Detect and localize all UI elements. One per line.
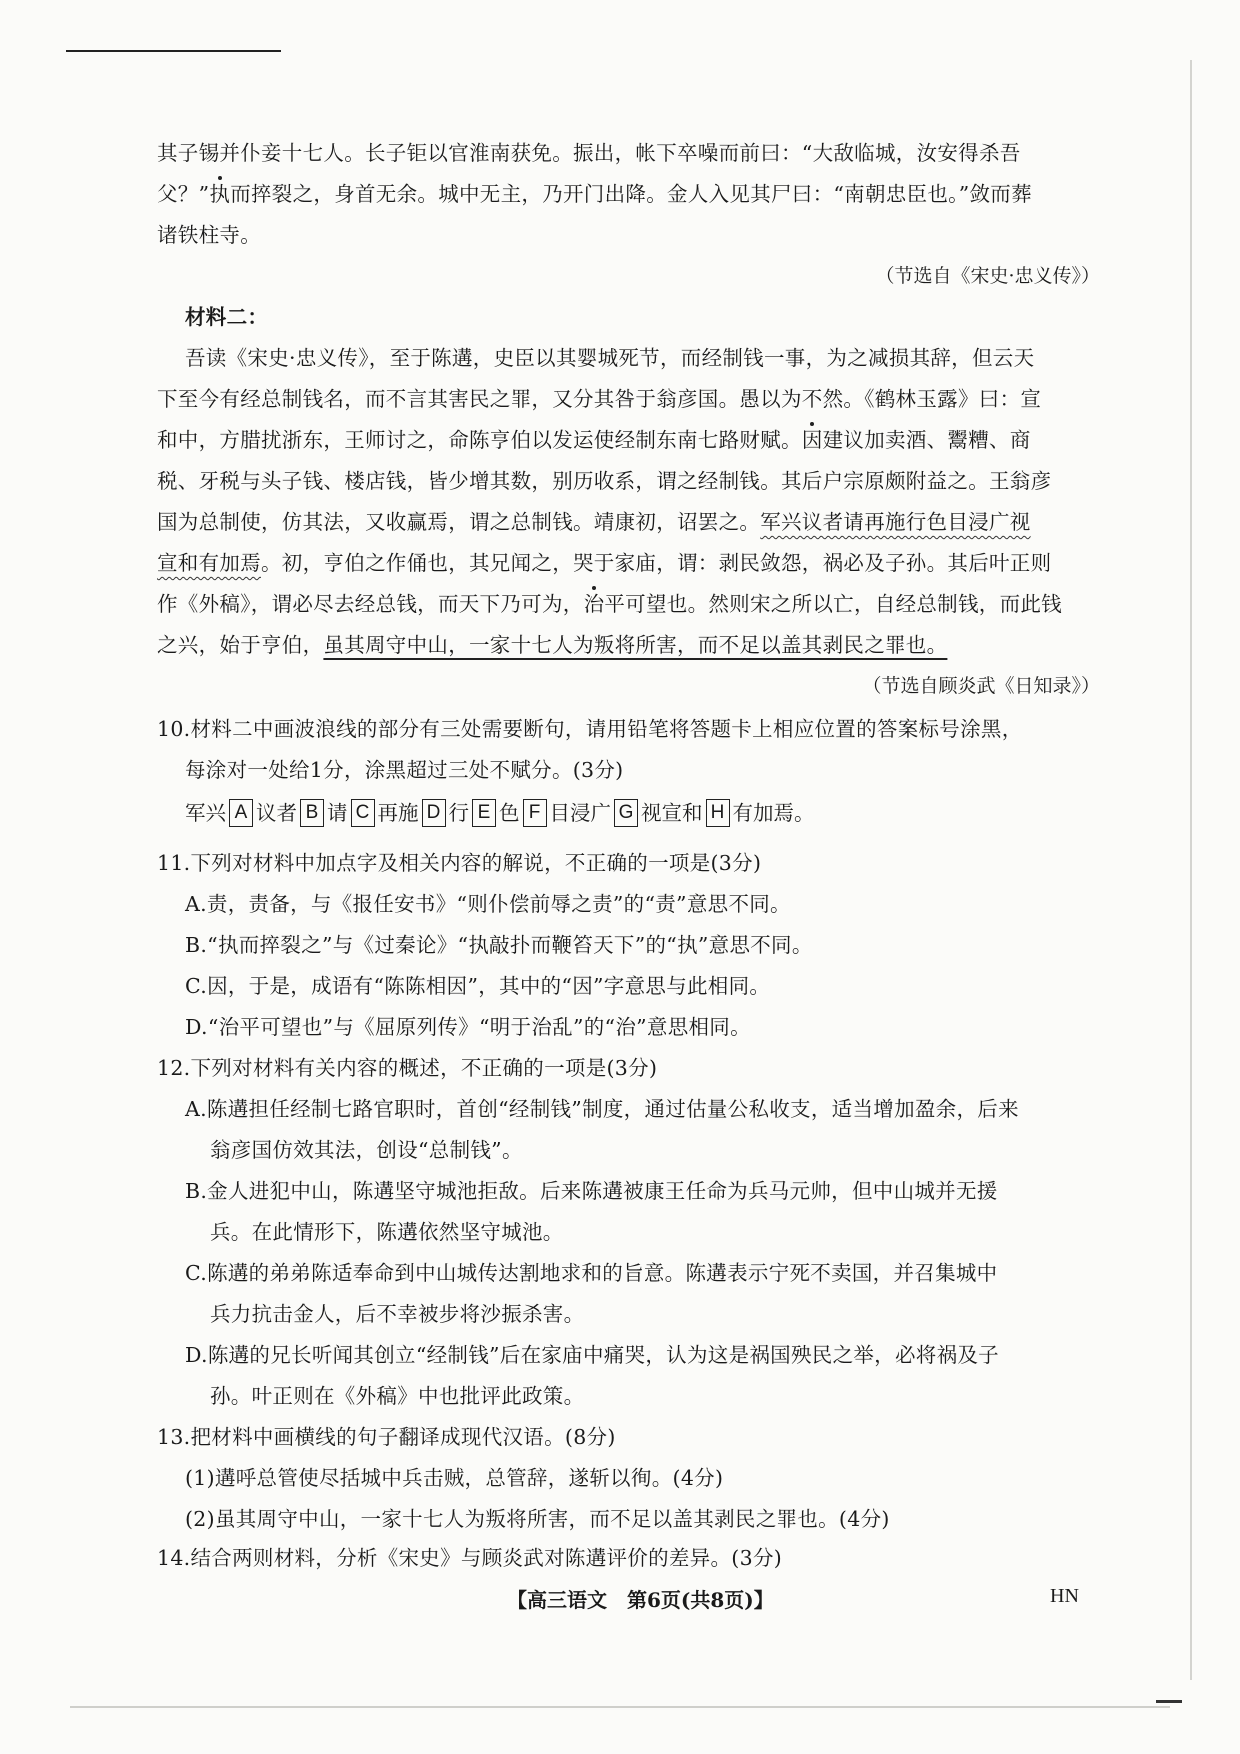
wavy-underline-part-1: 军兴议者请再施行色目浸广视 bbox=[760, 510, 1031, 534]
material2-line-1: 吾读《宋史·忠义传》，至于陈遘，史臣以其婴城死节，而经制钱一事，为之减损其辞，但云天 bbox=[185, 346, 1035, 370]
material1-source: （节选自《宋史·忠义传》） bbox=[875, 265, 1100, 287]
q12-option-b-line-1: B.金人进犯中山，陈遘坚守城池拒敌。后来陈遘被康王任命为兵马元帅，但中山城并无援 bbox=[185, 1179, 998, 1203]
segment-text: 目浸广 bbox=[549, 800, 611, 825]
q11-stem: 11.下列对材料中加点字及相关内容的解说，不正确的一项是(3分) bbox=[157, 851, 762, 875]
material2-line-5: 国为总制使，仿其法，又收赢焉，谓之总制钱。靖康初，诏罢之。军兴议者请再施行色目浸广视 bbox=[157, 510, 1031, 534]
segment-text: 议者 bbox=[256, 800, 297, 825]
q11-option-a: A.责，责备，与《报任安书》“则仆偿前辱之责”的“责”意思不同。 bbox=[185, 892, 791, 916]
q10-segment-boxes bbox=[185, 797, 815, 827]
answer-box-a[interactable]: A bbox=[229, 799, 253, 827]
material1-line-3: 诸铁柱寺。 bbox=[157, 223, 261, 247]
segment-text: 视宣和 bbox=[641, 800, 703, 825]
material2-line-8: 之兴，始于亨伯，虽其周守中山，一家十七人为叛将所害，而不足以盖其剥民之罪也。 bbox=[157, 633, 948, 657]
material2-line-4: 税、牙税与头子钱、楼店钱，皆少增其数，别历收系，谓之经制钱。其后户宗原颇附益之。王翁彦 bbox=[157, 469, 1052, 493]
material1-line-2: 父？”执而捽裂之，身首无余。城中无主，乃开门出降。金人入见其尸曰：“南朝忠臣也。”敛而葬 bbox=[157, 182, 1032, 206]
q10-stem-line-2: 每涂对一处给1分，涂黑超过三处不赋分。(3分) bbox=[185, 758, 624, 782]
q14-stem: 14.结合两则材料，分析《宋史》与顾炎武对陈遘评价的差异。(3分) bbox=[157, 1546, 783, 1570]
answer-box-h[interactable]: H bbox=[706, 799, 730, 827]
page-footer: 【高三语文 第6页(共8页)】 bbox=[507, 1588, 774, 1612]
q12-option-c-line-1: C.陈遘的弟弟陈适奉命到中山城传达割地求和的旨意。陈遘表示宁死不卖国，并召集城中 bbox=[185, 1261, 998, 1285]
segment-text: 有加焉。 bbox=[732, 800, 815, 825]
q12-option-c-line-2: 兵力抗击金人，后不幸被步将沙振杀害。 bbox=[210, 1302, 585, 1326]
answer-box-b[interactable]: B bbox=[300, 799, 324, 827]
q11-option-b: B.“执而捽裂之”与《过秦论》“执敲扑而鞭笞天下”的“执”意思不同。 bbox=[185, 933, 813, 957]
q11-option-c: C.因，于是，成语有“陈陈相因”，其中的“因”字意思与此相同。 bbox=[185, 974, 771, 998]
material1-line-1: 其子锡并仆妾十七人。长子钜以官淮南获免。振出，帐下卒噪而前曰：“大敌临城，汝安得杀吾 bbox=[157, 141, 1021, 165]
dotted-char-zhi: 执 bbox=[209, 182, 231, 206]
material2-line-2: 下至今有经总制钱名，而不言其害民之罪，又分其咎于翁彦国。愚以为不然。《鹤林玉露》曰：宣 bbox=[157, 387, 1042, 411]
corner-mark bbox=[1156, 1700, 1182, 1703]
answer-box-d[interactable]: D bbox=[422, 799, 446, 827]
q12-option-b-line-2: 兵。在此情形下，陈遘依然坚守城池。 bbox=[210, 1220, 564, 1244]
q12-option-d-line-2: 孙。叶正则在《外稿》中也批评此政策。 bbox=[210, 1384, 585, 1408]
q12-stem: 12.下列对材料有关内容的概述，不正确的一项是(3分) bbox=[157, 1056, 658, 1080]
material2-line-3: 和中，方腊扰浙东，王师讨之，命陈亨伯以发运使经制东南七路财赋。因建议加卖酒、鬻糟、商 bbox=[157, 428, 1031, 452]
q13-stem: 13.把材料中画横线的句子翻译成现代汉语。(8分) bbox=[157, 1425, 616, 1449]
bottom-scan-rule bbox=[70, 1706, 1170, 1708]
answer-box-g[interactable]: G bbox=[614, 799, 638, 827]
segment-text: 行 bbox=[448, 800, 469, 825]
region-code: HN bbox=[1050, 1585, 1079, 1607]
segment-text: 请 bbox=[327, 800, 348, 825]
segment-text: 色 bbox=[499, 800, 520, 825]
material2-line-7: 作《外稿》，谓必尽去经总钱，而天下乃可为，治平可望也。然则宋之所以亡，自经总制钱，而此钱 bbox=[157, 592, 1062, 616]
material2-title: 材料二： bbox=[185, 305, 269, 329]
q12-option-a-line-2: 翁彦国仿效其法，创设“总制钱”。 bbox=[210, 1138, 523, 1162]
straight-underline-sentence: 虽其周守中山，一家十七人为叛将所害，而不足以盖其剥民之罪也。 bbox=[323, 633, 948, 657]
answer-box-c[interactable]: C bbox=[351, 799, 375, 827]
material2-source: （节选自顾炎武《日知录》） bbox=[862, 675, 1100, 697]
wavy-underline-part-2: 宣和有加焉 bbox=[157, 551, 261, 575]
segment-text: 军兴 bbox=[185, 800, 226, 825]
segment-text: 再施 bbox=[377, 800, 419, 825]
answer-box-e[interactable]: E bbox=[472, 799, 496, 827]
q13-sentence-2: (2)虽其周守中山，一家十七人为叛将所害，而不足以盖其剥民之罪也。(4分) bbox=[185, 1507, 890, 1531]
q10-stem-line-1: 10.材料二中画波浪线的部分有三处需要断句，请用铅笔将答题卡上相应位置的答案标号涂黑， bbox=[157, 717, 1023, 741]
answer-box-f[interactable]: F bbox=[523, 799, 547, 827]
dotted-char-zhi2: 治 bbox=[583, 592, 605, 616]
dotted-char-yin: 因 bbox=[801, 428, 823, 452]
q12-option-a-line-1: A.陈遘担任经制七路官职时，首创“经制钱”制度，通过估量公私收支，适当增加盈余，后来 bbox=[185, 1097, 1019, 1121]
q11-option-d: D.“治平可望也”与《屈原列传》“明于治乱”的“治”意思相同。 bbox=[185, 1015, 751, 1039]
top-rule bbox=[66, 50, 281, 52]
material2-line-6: 宣和有加焉。初，亨伯之作俑也，其兄闻之，哭于家庙，谓：剥民敛怨，祸必及子孙。其后叶正则 bbox=[157, 551, 1052, 575]
q12-option-d-line-1: D.陈遘的兄长听闻其创立“经制钱”后在家庙中痛哭，认为这是祸国殃民之举，必将祸及子 bbox=[185, 1343, 999, 1367]
q13-sentence-1: (1)遘呼总管使尽括城中兵击贼，总管辞，遂斩以徇。(4分) bbox=[185, 1466, 724, 1490]
scan-edge bbox=[1190, 60, 1192, 1680]
